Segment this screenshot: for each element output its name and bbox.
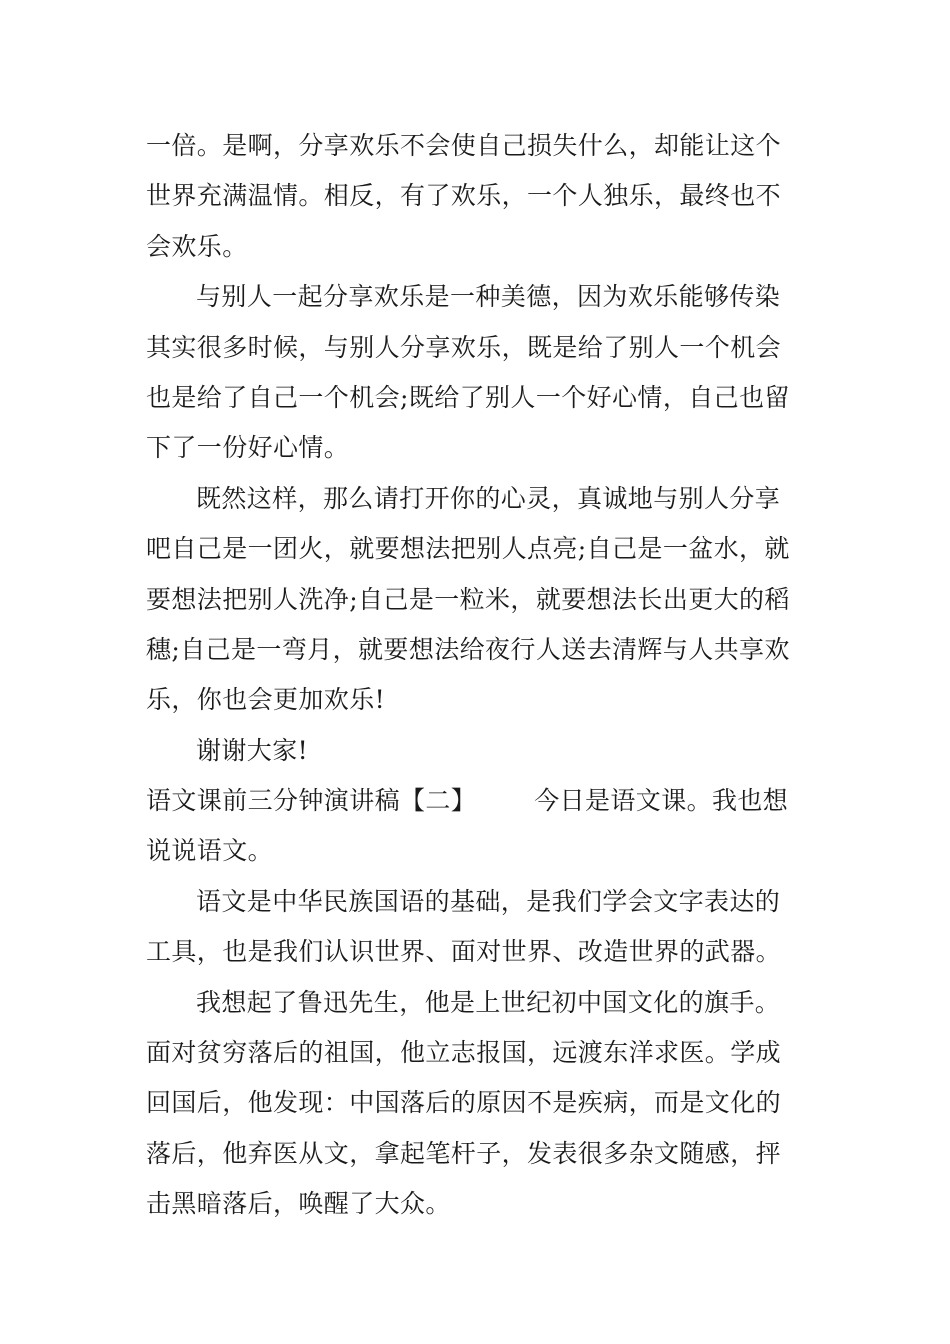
section-2-heading-line <box>146 776 816 826</box>
paragraph-3-line-1: 既然这样，那么请打开你的心灵，真诚地与别人分享 <box>196 483 781 513</box>
paragraph-5-line-4: 落后，他弃医从文，拿起笔杆子，发表很多杂文随感，抨 <box>146 1138 782 1168</box>
paragraph-2-line-4: 下了一份好心情。 <box>146 433 350 463</box>
paragraph-3-line-4: 穗;自己是一弯月，就要想法给夜行人送去清辉与人共享欢 <box>146 634 790 664</box>
paragraph-1-line-1: 一倍。是啊，分享欢乐不会使自己损失什么，却能让这个 <box>146 131 782 160</box>
paragraph-5-line-5: 击黑暗落后，唤醒了大众。 <box>146 1189 451 1219</box>
paragraph-2-line-1: 与别人一起分享欢乐是一种美德，因为欢乐能够传染 <box>196 282 781 312</box>
paragraph-2-line-2: 其实很多时候，与别人分享欢乐，既是给了别人一个机会 <box>146 332 782 362</box>
paragraph-3-line-3: 要想法把别人洗净;自己是一粒米，就要想法长出更大的稻 <box>146 584 790 614</box>
paragraph-5-line-3: 回国后，他发现：中国落后的原因不是疾病，而是文化的 <box>146 1088 782 1118</box>
section-2-line-2: 说说语文。 <box>146 836 274 866</box>
paragraph-1-line-2: 世界充满温情。相反，有了欢乐，一个人独乐，最终也不 <box>146 181 782 211</box>
paragraph-4-line-1: 语文是中华民族国语的基础，是我们学会文字表达的 <box>196 886 781 916</box>
paragraph-5-line-2: 面对贫穷落后的祖国，他立志报国，远渡东洋求医。学成 <box>146 1038 782 1068</box>
closing-line: 谢谢大家! <box>196 735 309 765</box>
paragraph-5-line-1: 我想起了鲁迅先生，他是上世纪初中国文化的旗手。 <box>196 987 781 1017</box>
paragraph-2-line-3: 也是给了自己一个机会;既给了别人一个好心情，自己也留 <box>146 382 790 412</box>
document-body <box>146 121 816 1230</box>
paragraph-1-line-3: 会欢乐。 <box>146 231 248 261</box>
paragraph-4-line-2: 工具，也是我们认识世界、面对世界、改造世界的武器。 <box>146 937 782 967</box>
section-2-heading: 语文课前三分钟演讲稿【二】 <box>146 786 477 816</box>
paragraph-3-line-2: 吧自己是一团火，就要想法把别人点亮;自己是一盆水，就 <box>146 534 790 564</box>
paragraph-3-line-5: 乐，你也会更加欢乐! <box>146 685 386 715</box>
section-2-heading-continuation: 今日是语文课。我也想 <box>534 786 789 816</box>
